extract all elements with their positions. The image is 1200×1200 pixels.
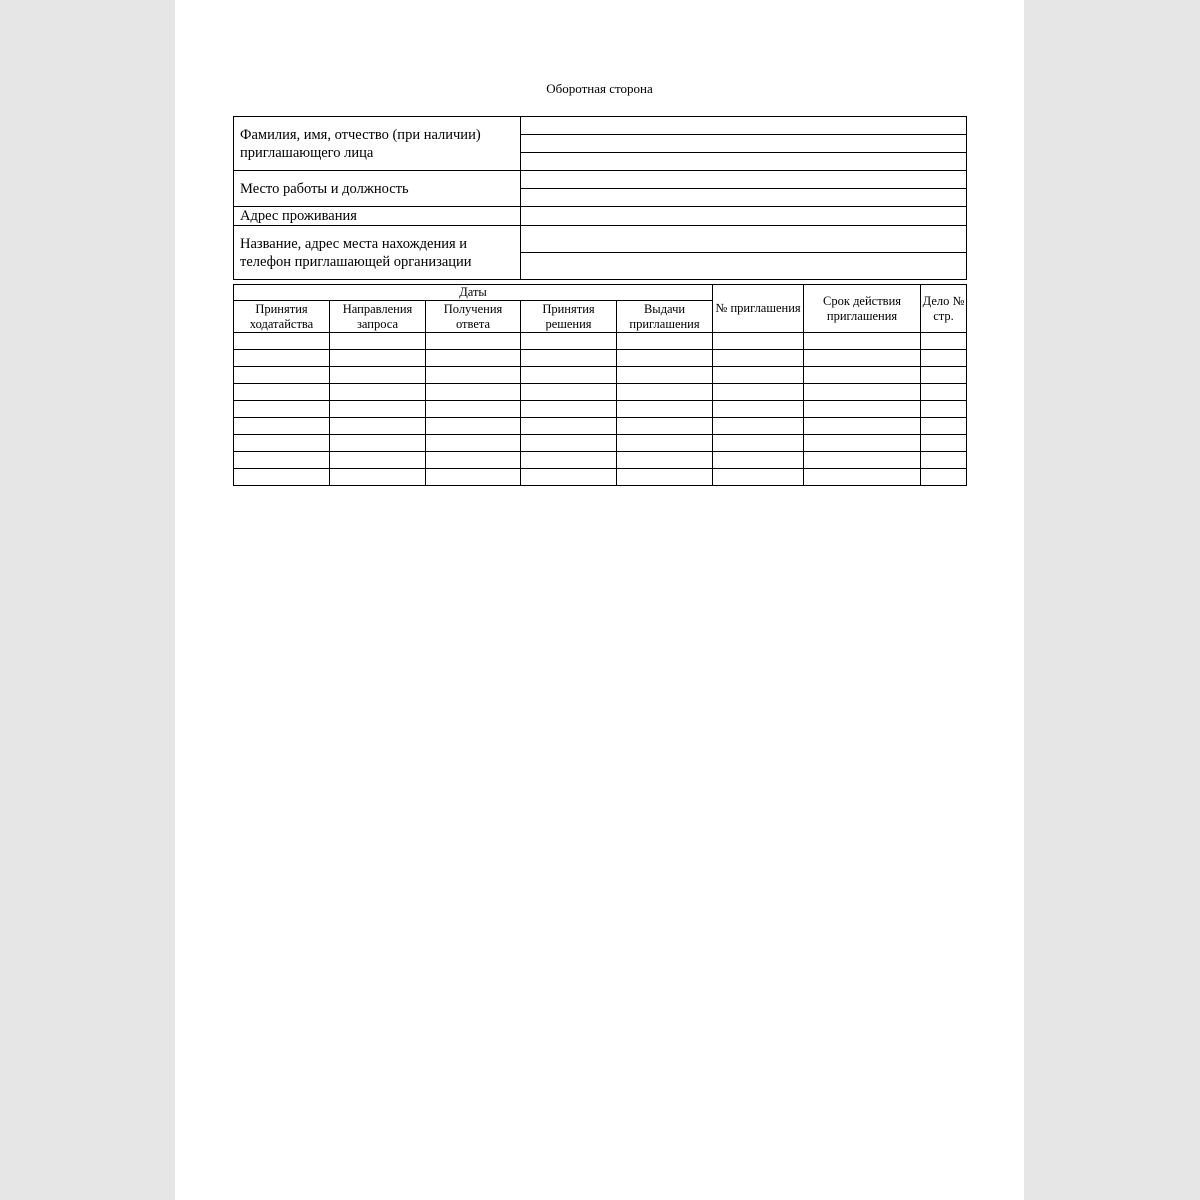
register-cell[interactable] — [921, 384, 967, 401]
register-row — [234, 333, 967, 350]
register-cell[interactable] — [426, 452, 521, 469]
register-cell[interactable] — [804, 452, 921, 469]
address-field[interactable] — [521, 207, 967, 226]
register-cell[interactable] — [426, 333, 521, 350]
register-row — [234, 418, 967, 435]
register-cell[interactable] — [804, 384, 921, 401]
register-cell[interactable] — [921, 367, 967, 384]
register-cell[interactable] — [617, 469, 713, 486]
register-cell[interactable] — [617, 435, 713, 452]
register-cell[interactable] — [617, 452, 713, 469]
register-cell[interactable] — [426, 435, 521, 452]
register-cell[interactable] — [617, 384, 713, 401]
register-cell[interactable] — [921, 333, 967, 350]
invitation-register-table — [233, 284, 967, 486]
dates-header: Даты — [234, 285, 713, 301]
register-cell[interactable] — [330, 452, 426, 469]
register-cell[interactable] — [426, 418, 521, 435]
register-cell[interactable] — [234, 350, 330, 367]
register-cell[interactable] — [234, 333, 330, 350]
date-column-header: Принятия решения — [521, 301, 617, 333]
register-cell[interactable] — [804, 333, 921, 350]
workplace-field[interactable] — [521, 171, 967, 189]
register-cell[interactable] — [713, 469, 804, 486]
register-cell[interactable] — [921, 435, 967, 452]
register-row — [234, 435, 967, 452]
register-cell[interactable] — [713, 367, 804, 384]
register-cell[interactable] — [234, 367, 330, 384]
register-cell[interactable] — [521, 401, 617, 418]
register-cell[interactable] — [330, 418, 426, 435]
register-cell[interactable] — [617, 418, 713, 435]
register-cell[interactable] — [426, 469, 521, 486]
register-row — [234, 452, 967, 469]
register-cell[interactable] — [521, 435, 617, 452]
register-cell[interactable] — [521, 452, 617, 469]
register-cell[interactable] — [713, 452, 804, 469]
register-cell[interactable] — [804, 469, 921, 486]
organization-field[interactable] — [521, 253, 967, 280]
date-column-header: Выдачи приглашения — [617, 301, 713, 333]
register-cell[interactable] — [804, 418, 921, 435]
register-row — [234, 401, 967, 418]
register-cell[interactable] — [234, 384, 330, 401]
register-cell[interactable] — [426, 384, 521, 401]
register-cell[interactable] — [330, 401, 426, 418]
register-cell[interactable] — [426, 367, 521, 384]
register-cell[interactable] — [804, 350, 921, 367]
register-cell[interactable] — [617, 367, 713, 384]
inviter-name-field[interactable] — [521, 135, 967, 153]
date-column-header: Направления запроса — [330, 301, 426, 333]
register-cell[interactable] — [234, 452, 330, 469]
register-cell[interactable] — [521, 384, 617, 401]
inviter-info-table — [233, 116, 967, 280]
register-cell[interactable] — [426, 350, 521, 367]
register-cell[interactable] — [521, 350, 617, 367]
register-cell[interactable] — [921, 469, 967, 486]
register-cell[interactable] — [804, 401, 921, 418]
register-cell[interactable] — [234, 418, 330, 435]
register-cell[interactable] — [234, 401, 330, 418]
register-cell[interactable] — [521, 333, 617, 350]
document-page — [175, 0, 1024, 1200]
workplace-label: Место работы и должность — [234, 171, 521, 207]
register-cell[interactable] — [921, 452, 967, 469]
validity-header: Срок действия приглашения — [804, 285, 921, 333]
register-cell[interactable] — [617, 350, 713, 367]
register-cell[interactable] — [921, 418, 967, 435]
register-cell[interactable] — [426, 401, 521, 418]
register-cell[interactable] — [617, 333, 713, 350]
inviter-name-field[interactable] — [521, 117, 967, 135]
register-cell[interactable] — [617, 401, 713, 418]
workplace-field[interactable] — [521, 189, 967, 207]
register-cell[interactable] — [804, 435, 921, 452]
register-row — [234, 384, 967, 401]
register-cell[interactable] — [330, 350, 426, 367]
register-cell[interactable] — [713, 418, 804, 435]
inviter-name-field[interactable] — [521, 153, 967, 171]
register-cell[interactable] — [713, 435, 804, 452]
register-cell[interactable] — [713, 401, 804, 418]
register-cell[interactable] — [330, 469, 426, 486]
date-column-header: Принятия ходатайства — [234, 301, 330, 333]
register-cell[interactable] — [234, 435, 330, 452]
page-title: Оборотная сторона — [546, 81, 653, 96]
register-cell[interactable] — [921, 401, 967, 418]
invitation-number-header: № приглашения — [713, 285, 804, 333]
register-cell[interactable] — [330, 333, 426, 350]
organization-label: Название, адрес места нахождения и телефон приглашающей организации — [234, 226, 521, 280]
register-cell[interactable] — [713, 384, 804, 401]
date-column-header: Получения ответа — [426, 301, 521, 333]
register-cell[interactable] — [521, 367, 617, 384]
register-cell[interactable] — [521, 418, 617, 435]
register-rows — [234, 333, 967, 486]
register-row — [234, 350, 967, 367]
register-row — [234, 367, 967, 384]
register-cell[interactable] — [521, 469, 617, 486]
register-cell[interactable] — [330, 384, 426, 401]
address-label: Адрес проживания — [234, 207, 521, 226]
register-cell[interactable] — [713, 350, 804, 367]
register-cell[interactable] — [330, 435, 426, 452]
register-cell[interactable] — [921, 350, 967, 367]
register-cell[interactable] — [804, 367, 921, 384]
register-cell[interactable] — [713, 333, 804, 350]
organization-field[interactable] — [521, 226, 967, 253]
case-header: Дело № стр. — [921, 285, 967, 333]
register-cell[interactable] — [234, 469, 330, 486]
inviter-name-label: Фамилия, имя, отчество (при наличии) приглашающего лица — [234, 117, 521, 171]
register-row — [234, 469, 967, 486]
register-cell[interactable] — [330, 367, 426, 384]
